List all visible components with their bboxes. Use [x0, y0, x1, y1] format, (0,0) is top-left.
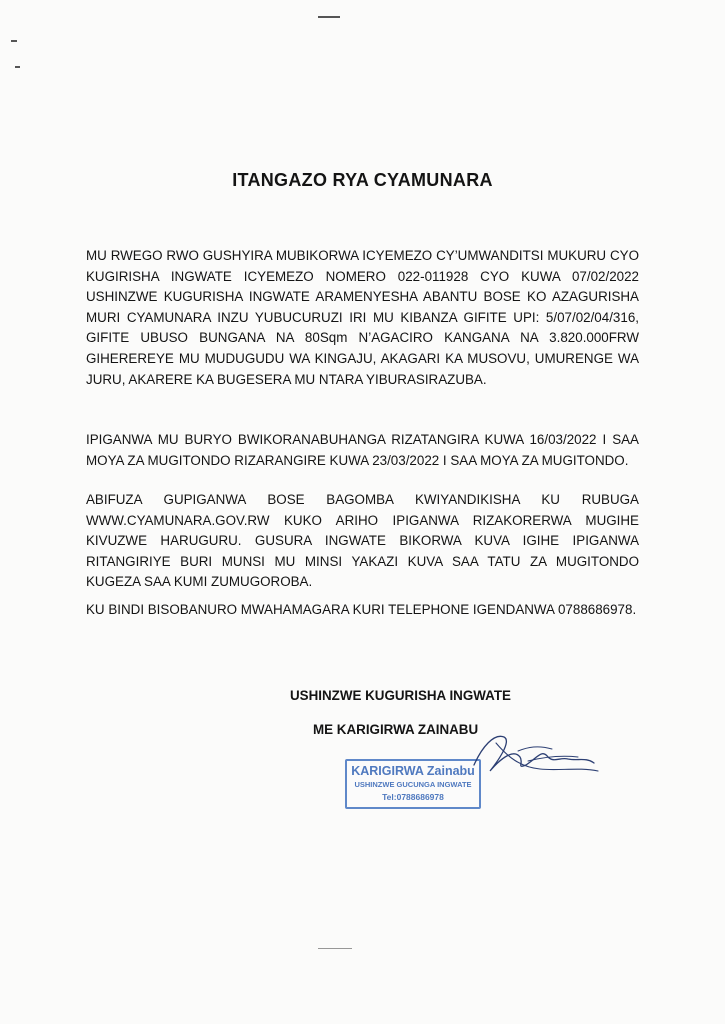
stamp-name: KARIGIRWA Zainabu	[351, 764, 475, 778]
signatory-name: ME KARIGIRWA ZAINABU	[313, 722, 479, 737]
paragraph-auction-details: MU RWEGO RWO GUSHYIRA MUBIKORWA ICYEMEZO CY’UMWANDITSI MUKURU CYO KUGIRISHA INGWATE ICYEMEZO NOMERO 022-011928 CYO KUWA 07/02/2022 USHINZWE KUGURISHA INGWATE ARAMENYESHA ABANTU BOSE KO AZAGURISHA MURI CYAMUNARA INZU YUBUCURUZI IRI MU KIBANZA GIFITE UPI: 5/07/02/04/316, GIFITE UBUSO BUNGANA NA 80Sqm N’AGACIRO KANGANA NA 3.820.000FRW GIHEREREYE MU MUDUGUDU WA KINGAJU, AKAGARI KA MUSOVU, UMURENGE WA JURU, AKARERE KA BUGESERA MU NTARA YIBURASIRAZUBA.	[86, 248, 639, 387]
stamp-title: USHINZWE GUCUNGA INGWATE	[354, 780, 472, 789]
stamp-phone: Tel:0788686978	[382, 792, 444, 802]
official-stamp	[345, 759, 481, 809]
scan-mark-left-1	[11, 40, 17, 42]
scan-mark-left-2	[15, 66, 20, 68]
paragraph-contact: KU BINDI BISOBANURO MWAHAMAGARA KURI TELEPHONE IGENDANWA 0788686978.	[86, 602, 637, 617]
scan-mark-bottom	[318, 948, 352, 949]
signatory-role: USHINZWE KUGURISHA INGWATE	[290, 688, 511, 703]
scan-mark-top	[318, 16, 340, 18]
page-title: ITANGAZO RYA CYAMUNARA	[232, 170, 493, 190]
handwritten-signature	[468, 727, 603, 787]
paragraph-registration: ABIFUZA GUPIGANWA BOSE BAGOMBA KWIYANDIKISHA KU RUBUGA WWW.CYAMUNARA.GOV.RW KUKO ARIHO IPIGANWA RIZAKORERWA MUGIHE KIVUZWE HARUGURU. GUSURA INGWATE BIKORWA KUVA IGIHE IPIGANWA RITANGIRIYE BURI MUNSI MU MINSI YAKAZI KUVA SAA TATU ZA MUGITONDO KUGEZA SAA KUMI ZUMUGOROBA.	[86, 492, 639, 590]
paragraph-bidding-period: IPIGANWA MU BURYO BWIKORANABUHANGA RIZATANGIRA KUWA 16/03/2022 I SAA MOYA ZA MUGITONDO RIZARANGIRE KUWA 23/03/2022 I SAA MOYA ZA MUGITONDO.	[86, 432, 639, 468]
